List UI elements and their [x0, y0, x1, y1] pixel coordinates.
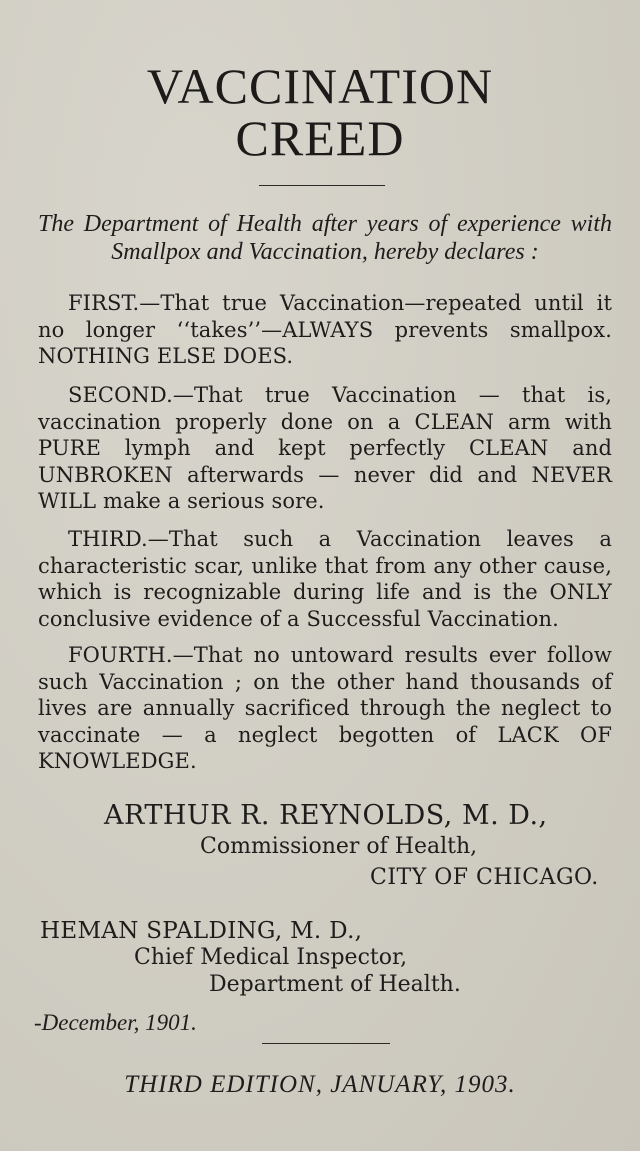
signatory-name-reynolds: ARTHUR R. REYNOLDS, M. D., [104, 800, 548, 831]
paragraph-third [38, 526, 612, 632]
title-line-1: VACCINATION [146, 58, 494, 114]
paragraph-second-text: SECOND.—That true Vaccination — that is, vaccination properly done on a CLEAN arm with PURE lymph and kept perfectly CLEAN and UNBROKEN afterwards — never did and NEVER WILL make a serious sore. [38, 383, 612, 513]
paragraph-first-text: FIRST.—That true Vaccination—repeated until it no longer ‘‘takes’’—ALWAYS prevents smallpox. NOTHING ELSE DOES. [38, 291, 612, 368]
title-line-2: CREED [235, 110, 405, 166]
signatory-place-spalding: Department of Health. [209, 972, 461, 997]
paragraph-fourth-text: FOURTH.—That no untoward results ever follow such Vaccination ; on the other hand thousands of lives are annually sacrificed through the neglect to vaccinate — a neglect begotten of LACK OF KNOWLEDGE. [38, 643, 612, 773]
paragraph-third-text: THIRD.—That such a Vaccination leaves a characteristic scar, unlike that from any other cause, which is recognizable during life and is the ONLY conclusive evidence of a Successful Vaccination. [38, 527, 612, 631]
signatory-place-reynolds: CITY OF CHICAGO. [370, 865, 599, 890]
paragraph-fourth [38, 642, 612, 775]
document-date: -December, 1901. [34, 1010, 197, 1035]
divider-rule-bottom [262, 1043, 390, 1044]
signatory-title-reynolds: Commissioner of Health, [200, 834, 478, 859]
divider-rule-top [259, 185, 385, 186]
signatory-title-spalding: Chief Medical Inspector, [134, 945, 408, 970]
edition-note: THIRD EDITION, JANUARY, 1903. [124, 1071, 516, 1098]
paragraph-second [38, 382, 612, 515]
signatory-name-spalding: HEMAN SPALDING, M. D., [40, 918, 363, 944]
intro-declaration: The Department of Health after years of experience with Smallpox and Vaccination, hereby declares : [38, 211, 612, 265]
paragraph-first [38, 290, 612, 370]
